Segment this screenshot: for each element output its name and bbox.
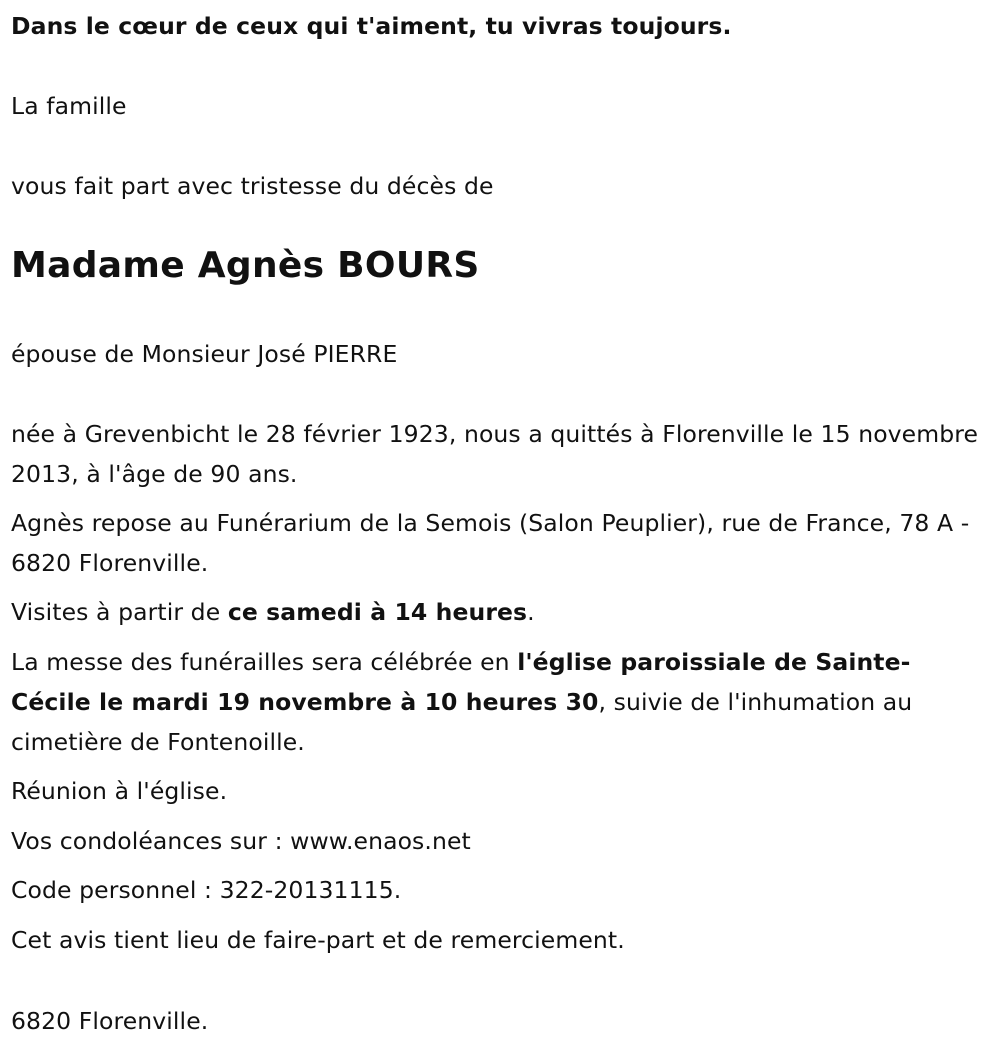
condolences-line: Vos condoléances sur : www.enaos.net bbox=[11, 827, 471, 855]
visits-prefix: Visites à partir de bbox=[11, 598, 228, 626]
family-line: La famille bbox=[11, 92, 127, 120]
deceased-name: Madame Agnès BOURS bbox=[11, 245, 480, 286]
location-line: 6820 Florenville. bbox=[11, 1007, 209, 1035]
rest-place-paragraph: Agnès repose au Funérarium de la Semois (Salon Peuplier), rue de France, 78 A - 6820 Florenville. bbox=[11, 509, 970, 577]
meeting-line: Réunion à l'église. bbox=[11, 777, 228, 805]
announcement-line: vous fait part avec tristesse du décès de bbox=[11, 172, 494, 200]
visits-suffix: . bbox=[527, 598, 535, 626]
birth-death-paragraph: née à Grevenbicht le 28 février 1923, nous a quittés à Florenville le 15 novembre 2013, à l'âge de 90 ans. bbox=[11, 420, 979, 488]
visits-paragraph bbox=[11, 592, 980, 632]
mass-suffix: , suivie de l'inhumation au cimetière de Fontenoille. bbox=[11, 688, 913, 756]
personal-code-line: Code personnel : 322-20131115. bbox=[11, 876, 402, 904]
spouse-line: épouse de Monsieur José PIERRE bbox=[11, 340, 398, 368]
funeral-mass-paragraph bbox=[11, 642, 981, 762]
epigraph: Dans le cœur de ceux qui t'aiment, tu vivras toujours. bbox=[11, 12, 732, 40]
closing-line: Cet avis tient lieu de faire-part et de remerciement. bbox=[11, 926, 625, 954]
mass-place-time: l'église paroissiale de Sainte-Cécile le mardi 19 novembre à 10 heures 30 bbox=[11, 648, 911, 716]
visits-time: ce samedi à 14 heures bbox=[227, 598, 528, 626]
mass-prefix: La messe des funérailles sera célébrée en bbox=[11, 648, 518, 676]
